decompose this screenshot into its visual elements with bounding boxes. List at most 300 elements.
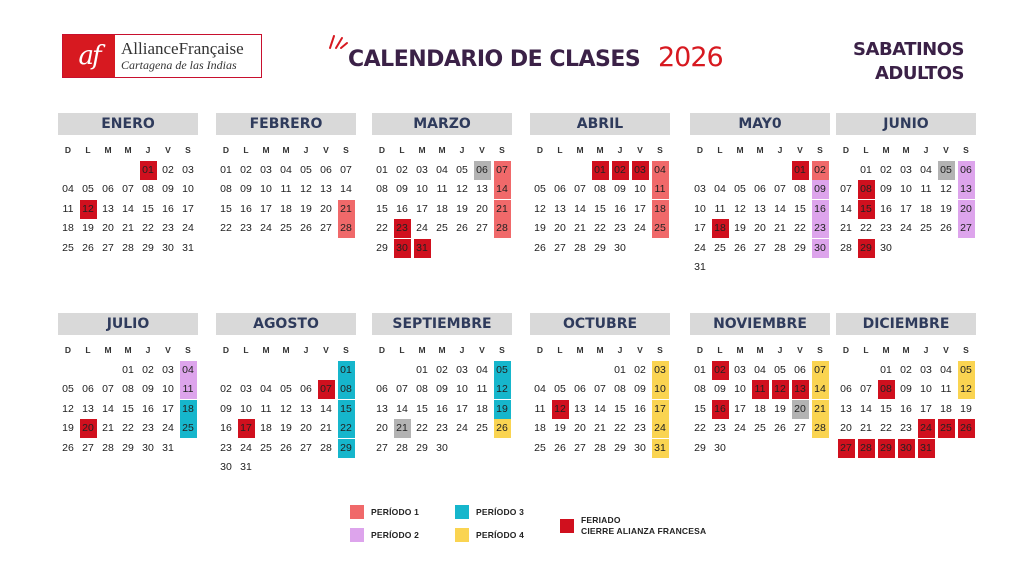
day-cell: 14 <box>122 202 134 215</box>
day-cell: 15 <box>880 402 892 415</box>
days-grid <box>58 161 198 258</box>
day-cell: 18 <box>436 202 448 215</box>
day-cell: 15 <box>794 202 806 215</box>
weekday-row <box>216 144 356 156</box>
weekday-label: J <box>459 345 465 355</box>
legend-item-periodo-2 <box>350 528 419 542</box>
weekday-label: S <box>343 145 349 155</box>
weekday-label: L <box>399 145 405 155</box>
day-cell: 29 <box>122 441 134 454</box>
day-cell: 14 <box>860 402 872 415</box>
day-cell: 20 <box>840 422 852 435</box>
empty-cell <box>392 361 412 380</box>
day-cell: 18 <box>180 400 197 419</box>
day-cell: 24 <box>240 441 252 454</box>
weekday-label: L <box>85 145 91 155</box>
empty-cell <box>836 361 856 380</box>
day-cell: 11 <box>920 183 932 196</box>
weekday-label: M <box>596 145 604 155</box>
day-cell: 08 <box>122 383 134 396</box>
day-cell: 19 <box>456 202 468 215</box>
day-cell: 14 <box>494 180 511 199</box>
days-grid <box>216 361 356 477</box>
day-cell: 14 <box>812 380 829 399</box>
weekday-row <box>690 144 830 156</box>
legend-item-periodo-1 <box>350 505 419 519</box>
day-cell: 03 <box>416 164 428 176</box>
month-5 <box>690 113 830 277</box>
weekday-label: L <box>399 345 405 355</box>
day-cell: 17 <box>456 402 468 415</box>
day-cell: 06 <box>554 183 566 196</box>
day-cell: 07 <box>102 383 114 396</box>
day-cell: 13 <box>792 380 809 399</box>
day-cell: 08 <box>220 183 232 196</box>
day-cell: 14 <box>594 402 606 415</box>
weekday-label: S <box>817 145 823 155</box>
day-cell: 27 <box>82 441 94 454</box>
day-cell: 20 <box>554 222 566 235</box>
day-cell: 20 <box>958 200 975 219</box>
legend-swatch <box>560 519 574 533</box>
month-12 <box>836 313 976 458</box>
weekday-label: M <box>576 345 584 355</box>
day-cell: 30 <box>880 241 892 254</box>
weekday-label: V <box>797 345 803 355</box>
day-cell: 27 <box>300 441 312 454</box>
day-cell: 06 <box>574 383 586 396</box>
month-header: OCTUBRE <box>530 313 670 335</box>
day-cell: 09 <box>162 183 174 196</box>
day-cell: 15 <box>614 402 626 415</box>
day-cell: 17 <box>238 419 255 438</box>
empty-cell <box>256 361 276 380</box>
empty-cell <box>690 161 710 180</box>
day-cell: 20 <box>754 222 766 235</box>
day-cell: 25 <box>280 222 292 235</box>
day-cell: 15 <box>694 402 706 415</box>
day-cell: 12 <box>62 402 74 415</box>
day-cell: 24 <box>918 419 935 438</box>
month-3 <box>372 113 512 258</box>
day-cell: 02 <box>396 164 408 176</box>
day-cell: 15 <box>220 202 232 215</box>
legend-label-2: CIERRE ALIANZA FRANCESA <box>581 526 707 536</box>
day-cell: 10 <box>260 183 272 196</box>
day-cell: 07 <box>494 161 511 180</box>
day-cell: 19 <box>940 202 952 215</box>
day-cell: 22 <box>338 419 355 438</box>
day-cell: 03 <box>900 164 912 176</box>
day-cell: 10 <box>694 202 706 215</box>
day-cell: 22 <box>376 222 388 235</box>
day-cell: 27 <box>476 222 488 235</box>
day-cell: 10 <box>652 380 669 399</box>
empty-cell <box>550 361 570 380</box>
day-cell: 26 <box>280 441 292 454</box>
title-year: 2026 <box>658 42 723 73</box>
day-cell: 12 <box>300 183 312 196</box>
day-cell: 02 <box>436 364 448 376</box>
day-cell: 29 <box>594 241 606 254</box>
day-cell: 29 <box>614 441 626 454</box>
day-cell: 14 <box>840 202 852 215</box>
day-cell: 22 <box>594 222 606 235</box>
day-cell: 01 <box>416 364 428 376</box>
weekday-label: S <box>657 145 663 155</box>
day-cell: 30 <box>714 441 726 454</box>
day-cell: 13 <box>958 180 975 199</box>
weekday-row <box>690 344 830 356</box>
day-cell: 06 <box>754 183 766 196</box>
empty-cell <box>58 161 78 180</box>
days-grid <box>690 361 830 458</box>
empty-cell <box>710 161 730 180</box>
day-cell: 09 <box>812 180 829 199</box>
day-cell: 25 <box>714 241 726 254</box>
day-cell: 30 <box>220 460 232 473</box>
day-cell: 14 <box>340 183 352 196</box>
day-cell: 02 <box>812 161 829 180</box>
day-cell: 30 <box>394 239 411 258</box>
day-cell: 18 <box>754 402 766 415</box>
day-cell: 23 <box>614 222 626 235</box>
weekday-label: M <box>756 345 764 355</box>
day-cell: 16 <box>880 202 892 215</box>
weekday-row <box>58 144 198 156</box>
day-cell: 13 <box>754 202 766 215</box>
weekday-label: D <box>536 345 544 355</box>
day-cell: 10 <box>240 402 252 415</box>
day-cell: 21 <box>102 422 114 435</box>
weekday-label: S <box>657 345 663 355</box>
day-cell: 22 <box>142 222 154 235</box>
day-cell: 05 <box>62 383 74 396</box>
day-cell: 02 <box>900 364 912 376</box>
empty-cell <box>78 161 98 180</box>
weekday-label: S <box>499 145 505 155</box>
weekday-label: J <box>777 145 783 155</box>
days-grid <box>530 161 670 258</box>
day-cell: 22 <box>794 222 806 235</box>
weekday-label: M <box>124 145 132 155</box>
empty-cell <box>78 361 98 380</box>
day-cell: 07 <box>594 383 606 396</box>
day-cell: 11 <box>260 402 272 415</box>
weekday-label: L <box>717 145 723 155</box>
day-cell: 13 <box>102 202 114 215</box>
day-cell: 04 <box>714 183 726 196</box>
legend-swatch <box>455 505 469 519</box>
weekday-label: V <box>797 145 803 155</box>
day-cell: 29 <box>694 441 706 454</box>
day-cell: 12 <box>456 183 468 196</box>
day-cell: 07 <box>812 361 829 380</box>
day-cell: 17 <box>634 202 646 215</box>
day-cell: 18 <box>920 202 932 215</box>
month-header: ENERO <box>58 113 198 135</box>
day-cell: 17 <box>162 402 174 415</box>
day-cell: 16 <box>634 402 646 415</box>
day-cell: 19 <box>774 402 786 415</box>
day-cell: 16 <box>396 202 408 215</box>
day-cell: 04 <box>534 383 546 396</box>
day-cell: 13 <box>300 402 312 415</box>
day-cell: 25 <box>754 422 766 435</box>
day-cell: 02 <box>220 383 232 396</box>
day-cell: 24 <box>456 422 468 435</box>
day-cell: 30 <box>634 441 646 454</box>
day-cell: 20 <box>102 222 114 235</box>
day-cell: 31 <box>414 239 431 258</box>
empty-cell <box>58 361 78 380</box>
day-cell: 29 <box>794 241 806 254</box>
weekday-label: L <box>243 345 249 355</box>
days-grid <box>530 361 670 458</box>
day-cell: 28 <box>774 241 786 254</box>
weekday-label: V <box>479 145 485 155</box>
day-cell: 19 <box>62 422 74 435</box>
day-cell: 25 <box>62 241 74 254</box>
weekday-label: S <box>185 345 191 355</box>
weekday-row <box>58 344 198 356</box>
day-cell: 21 <box>338 200 355 219</box>
day-cell: 31 <box>652 439 669 458</box>
days-grid <box>216 161 356 239</box>
day-cell: 03 <box>734 364 746 376</box>
day-cell: 30 <box>142 441 154 454</box>
day-cell: 22 <box>122 422 134 435</box>
day-cell: 17 <box>694 222 706 235</box>
day-cell: 01 <box>694 364 706 376</box>
month-header: JUNIO <box>836 113 976 135</box>
day-cell: 13 <box>476 183 488 196</box>
day-cell: 01 <box>792 161 809 180</box>
day-cell: 06 <box>474 161 491 180</box>
day-cell: 12 <box>534 202 546 215</box>
day-cell: 29 <box>338 439 355 458</box>
logo-subtitle: Cartagena de las Indias <box>121 58 237 72</box>
day-cell: 28 <box>812 419 829 438</box>
day-cell: 23 <box>900 422 912 435</box>
page-title: CALENDARIO DE CLASES <box>348 47 641 72</box>
subtitle-line-2: ADULTOS <box>874 63 964 84</box>
day-cell: 09 <box>240 183 252 196</box>
day-cell: 17 <box>260 202 272 215</box>
day-cell: 21 <box>394 419 411 438</box>
day-cell: 10 <box>634 183 646 196</box>
day-cell: 05 <box>300 164 312 176</box>
day-cell: 21 <box>122 222 134 235</box>
weekday-row <box>530 344 670 356</box>
day-cell: 18 <box>260 422 272 435</box>
day-cell: 17 <box>416 202 428 215</box>
day-cell: 28 <box>594 441 606 454</box>
month-header: MAY0 <box>690 113 830 135</box>
day-cell: 10 <box>920 383 932 396</box>
day-cell: 07 <box>340 164 352 176</box>
day-cell: 09 <box>436 383 448 396</box>
day-cell: 02 <box>634 364 646 376</box>
weekday-label: M <box>282 145 290 155</box>
day-cell: 01 <box>376 164 388 176</box>
empty-cell <box>316 361 336 380</box>
day-cell: 11 <box>180 380 197 399</box>
day-cell: 03 <box>694 183 706 196</box>
weekday-label: V <box>943 145 949 155</box>
day-cell: 26 <box>958 419 975 438</box>
day-cell: 11 <box>752 380 769 399</box>
day-cell: 11 <box>62 202 74 215</box>
month-header: FEBRERO <box>216 113 356 135</box>
day-cell: 05 <box>958 361 975 380</box>
day-cell: 21 <box>494 200 511 219</box>
day-cell: 15 <box>376 202 388 215</box>
day-cell: 30 <box>436 441 448 454</box>
weekday-label: M <box>576 145 584 155</box>
day-cell: 07 <box>574 183 586 196</box>
day-cell: 02 <box>612 161 629 180</box>
empty-cell <box>276 361 296 380</box>
day-cell: 10 <box>900 183 912 196</box>
legend-swatch <box>350 505 364 519</box>
weekday-label: D <box>842 345 850 355</box>
day-cell: 06 <box>320 164 332 176</box>
weekday-label: J <box>145 145 151 155</box>
day-cell: 02 <box>142 364 154 376</box>
empty-cell <box>570 161 590 180</box>
day-cell: 01 <box>880 364 892 376</box>
weekday-label: M <box>438 145 446 155</box>
day-cell: 12 <box>772 380 789 399</box>
weekday-label: V <box>165 345 171 355</box>
empty-cell <box>98 361 118 380</box>
legend-label: FERIADO <box>581 515 621 525</box>
day-cell: 11 <box>280 183 292 196</box>
legend-swatch <box>350 528 364 542</box>
day-cell: 12 <box>734 202 746 215</box>
day-cell: 10 <box>416 183 428 196</box>
day-cell: 05 <box>534 183 546 196</box>
weekday-label: M <box>596 345 604 355</box>
day-cell: 27 <box>794 422 806 435</box>
day-cell: 01 <box>860 164 872 176</box>
day-cell: 17 <box>182 202 194 215</box>
day-cell: 04 <box>652 161 669 180</box>
day-cell: 28 <box>858 439 875 458</box>
empty-cell <box>118 161 138 180</box>
day-cell: 17 <box>900 202 912 215</box>
day-cell: 09 <box>900 383 912 396</box>
empty-cell <box>750 161 770 180</box>
weekday-label: J <box>459 145 465 155</box>
day-cell: 09 <box>880 183 892 196</box>
empty-cell <box>730 161 750 180</box>
day-cell: 09 <box>634 383 646 396</box>
legend-label: PERÍODO 4 <box>476 529 525 540</box>
day-cell: 12 <box>958 380 975 399</box>
day-cell: 04 <box>754 364 766 376</box>
weekday-label: J <box>923 145 929 155</box>
month-header: SEPTIEMBRE <box>372 313 512 335</box>
weekday-label: L <box>863 145 869 155</box>
day-cell: 08 <box>338 380 355 399</box>
weekday-label: D <box>696 145 704 155</box>
day-cell: 03 <box>652 361 669 380</box>
weekday-label: J <box>145 345 151 355</box>
day-cell: 18 <box>62 222 74 235</box>
day-cell: 15 <box>416 402 428 415</box>
days-grid <box>836 361 976 458</box>
day-cell: 21 <box>774 222 786 235</box>
day-cell: 18 <box>940 402 952 415</box>
day-cell: 25 <box>652 219 669 238</box>
day-cell: 14 <box>574 202 586 215</box>
day-cell: 16 <box>900 402 912 415</box>
weekday-row <box>372 344 512 356</box>
day-cell: 31 <box>918 439 935 458</box>
month-2 <box>216 113 356 239</box>
day-cell: 16 <box>162 202 174 215</box>
day-cell: 20 <box>300 422 312 435</box>
subtitle <box>853 38 964 86</box>
weekday-label: V <box>479 345 485 355</box>
day-cell: 28 <box>102 441 114 454</box>
month-header: MARZO <box>372 113 512 135</box>
day-cell: 03 <box>182 164 194 176</box>
day-cell: 23 <box>142 422 154 435</box>
day-cell: 19 <box>300 202 312 215</box>
day-cell: 09 <box>142 383 154 396</box>
weekday-label: M <box>882 145 890 155</box>
weekday-label: J <box>777 345 783 355</box>
day-cell: 23 <box>436 422 448 435</box>
day-cell: 28 <box>840 241 852 254</box>
day-cell: 04 <box>260 383 272 396</box>
weekday-label: M <box>282 345 290 355</box>
month-6 <box>836 113 976 258</box>
weekday-row <box>836 344 976 356</box>
day-cell: 22 <box>860 222 872 235</box>
day-cell: 05 <box>554 383 566 396</box>
day-cell: 24 <box>900 222 912 235</box>
weekday-label: J <box>617 345 623 355</box>
day-cell: 14 <box>774 202 786 215</box>
empty-cell <box>836 161 856 180</box>
day-cell: 10 <box>182 183 194 196</box>
day-cell: 24 <box>162 422 174 435</box>
day-cell: 04 <box>280 164 292 176</box>
weekday-label: V <box>323 145 329 155</box>
weekday-label: D <box>378 345 386 355</box>
day-cell: 01 <box>614 364 626 376</box>
weekday-label: M <box>438 345 446 355</box>
day-cell: 23 <box>714 422 726 435</box>
weekday-label: M <box>418 345 426 355</box>
legend-item-periodo-3 <box>455 505 524 519</box>
day-cell: 18 <box>280 202 292 215</box>
day-cell: 22 <box>220 222 232 235</box>
days-grid <box>372 361 512 458</box>
month-header: NOVIEMBRE <box>690 313 830 335</box>
day-cell: 24 <box>182 222 194 235</box>
month-4 <box>530 113 670 258</box>
day-cell: 13 <box>376 402 388 415</box>
days-grid <box>690 161 830 277</box>
weekday-row <box>372 144 512 156</box>
day-cell: 30 <box>898 439 915 458</box>
day-cell: 15 <box>338 400 355 419</box>
